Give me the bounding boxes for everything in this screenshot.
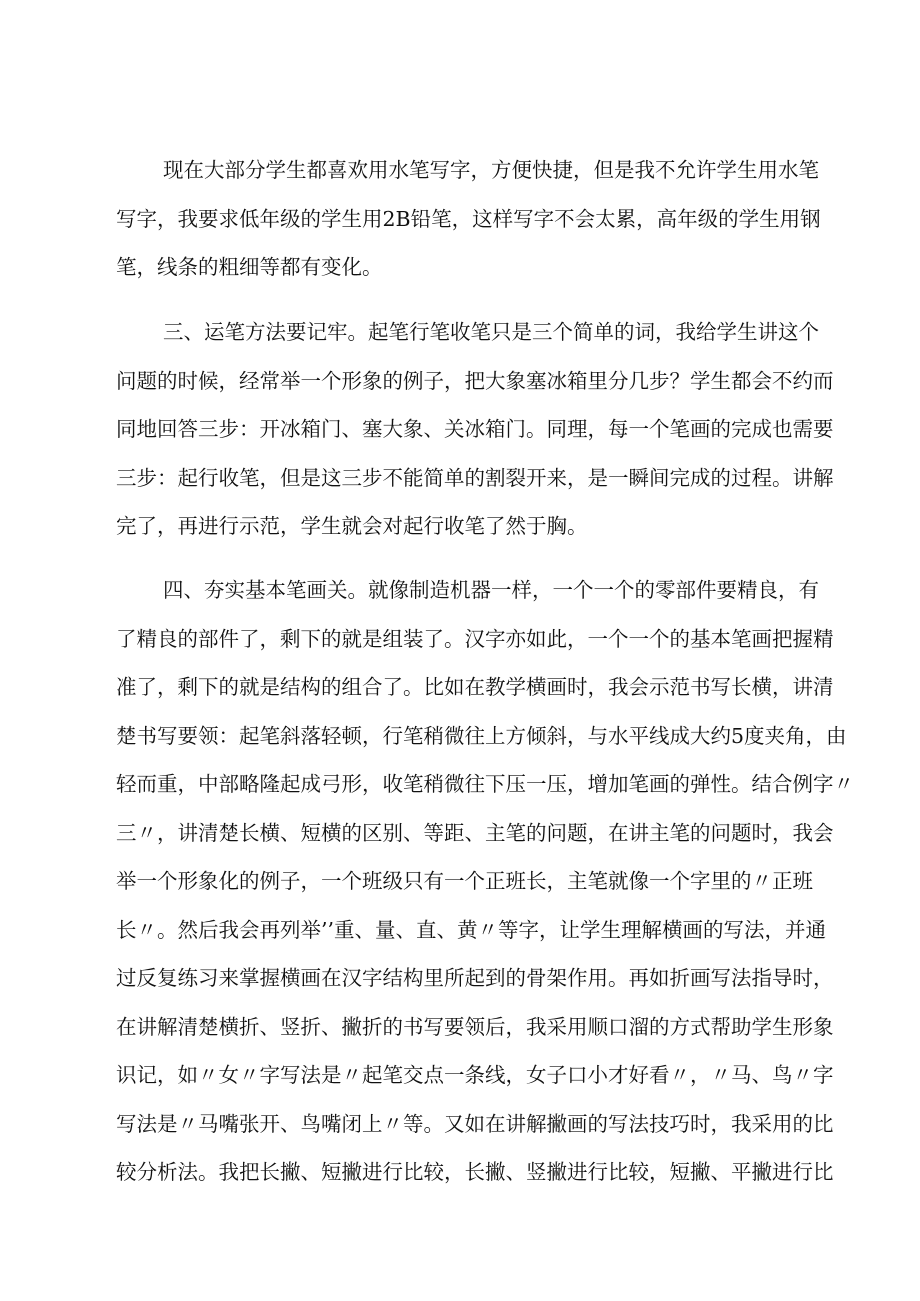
- paragraph-line: 完了，再进行示范，学生就会对起行收笔了然于胸。: [116, 514, 588, 538]
- paragraph-section-three: [116, 308, 834, 551]
- paragraph-line: 过反复练习来掌握横画在汉字结构里所起到的骨架作用。再如折画写法指导时，: [116, 966, 834, 990]
- paragraph-line: 识记，如〃女〃字写法是〃起笔交点一条线，女子口小才好看〃，〃马、鸟〃字: [116, 1063, 834, 1087]
- paragraph-line: 较分析法。我把长撇、短撇进行比较，长撇、竖撇进行比较，短撇、平撇进行比: [116, 1160, 834, 1184]
- paragraph-line: 现在大部分学生都喜欢用水笔写字，方便快捷，但是我不允许学生用水笔: [163, 158, 819, 182]
- paragraph-line: 长〃。然后我会再列举’’重、量、直、黄〃等字，让学生理解横画的写法，并通: [116, 917, 827, 942]
- paragraph-line: 了精良的部件了，剩下的就是组装了。汉字亦如此，一个一个的基本笔画把握精: [116, 626, 834, 651]
- paragraph-line: 举一个形象化的例子，一个班级只有一个正班长，主笔就像一个字里的〃正班: [116, 869, 813, 893]
- paragraph-line: 写法是〃马嘴张开、鸟嘴闭上〃等。又如在讲解撇画的写法技巧时，我采用的比: [116, 1111, 834, 1136]
- paragraph-line: 三步：起行收笔，但是这三步不能简单的割裂开来，是一瞬间完成的过程。讲解: [116, 465, 834, 490]
- paragraph-pencil-choice: [116, 146, 826, 292]
- paragraph-line: 楚书写要领：起笔斜落轻顿，行笔稍微往上方倾斜，与水平线成大约5度夹角，由: [116, 723, 847, 748]
- paragraph-line: 三〃，讲清楚长横、短横的区别、等距、主笔的问题，在讲主笔的问题时，我会: [116, 820, 834, 845]
- paragraph-line: 写字，我要求低年级的学生用2B铅笔，这样写字不会太累，高年级的学生用钢: [116, 206, 821, 231]
- paragraph-line: 轻而重，中部略隆起成弓形，收笔稍微往下压一压，增加笔画的弹性。结合例字〃: [116, 772, 854, 796]
- paragraph-line: 笔，线条的粗细等都有变化。: [116, 255, 383, 279]
- paragraph-line: 准了，剩下的就是结构的组合了。比如在教学横画时，我会示范书写长横，讲清: [116, 675, 834, 699]
- paragraph-line: 四、夯实基本笔画关。就像制造机器一样，一个一个的零部件要精良，有: [163, 578, 819, 602]
- paragraph-line: 三、运笔方法要记牢。起笔行笔收笔只是三个简单的词，我给学生讲这个: [163, 320, 819, 344]
- paragraph-section-four: [116, 566, 854, 1197]
- paragraph-line: 问题的时候，经常举一个形象的例子，把大象塞冰箱里分几步？学生都会不约而: [116, 368, 834, 393]
- paragraph-line: 在讲解清楚横折、竖折、撇折的书写要领后，我采用顺口溜的方式帮助学生形象: [116, 1014, 834, 1039]
- paragraph-line: 同地回答三步：开冰箱门、塞大象、关冰箱门。同理，每一个笔画的完成也需要: [116, 417, 834, 441]
